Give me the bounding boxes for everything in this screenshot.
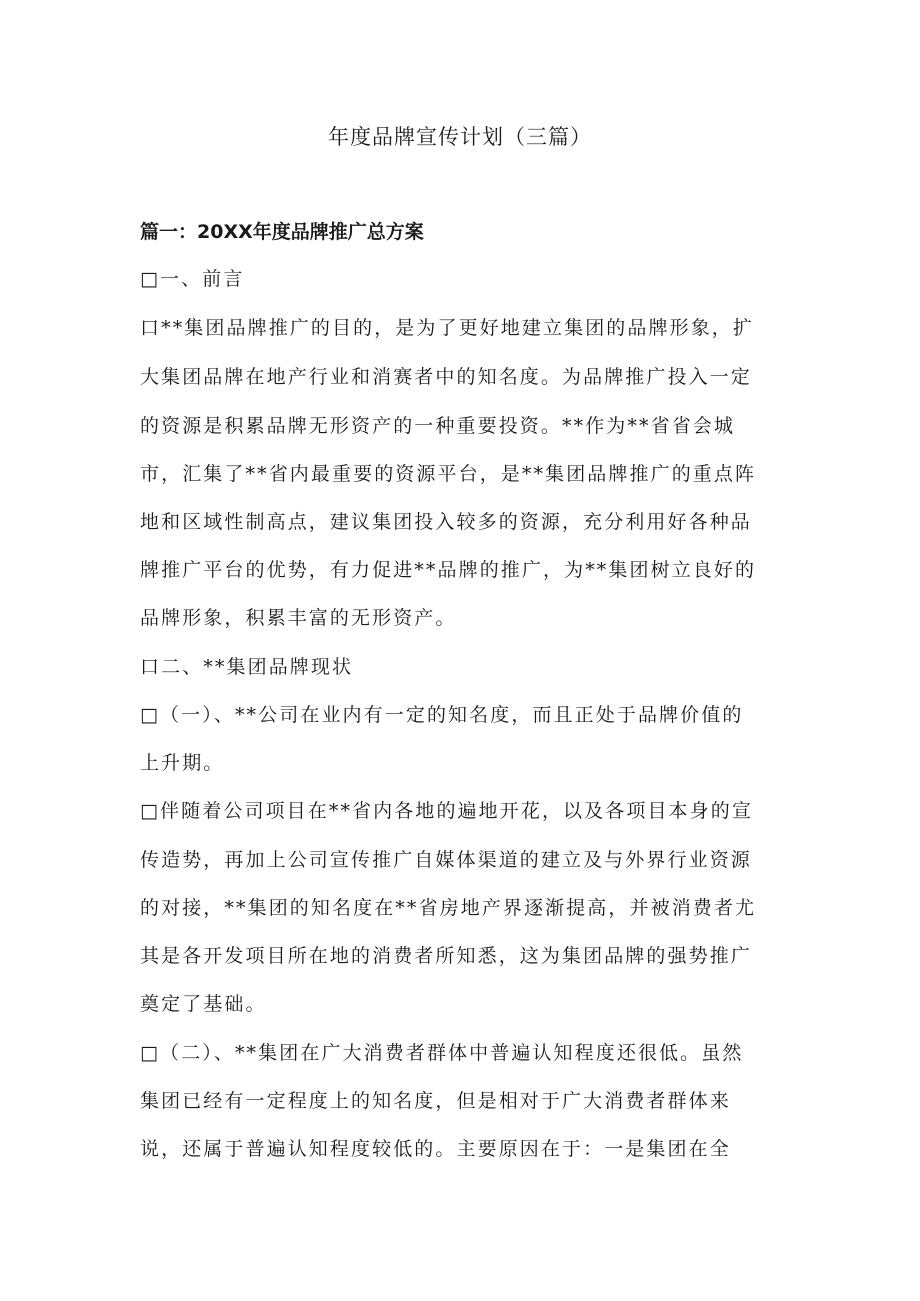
text-line: 品牌形象，积累丰富的无形资产。	[140, 607, 457, 629]
text-line: □（一）、**公司在业内有一定的知名度，而且正处于品牌价值的	[140, 704, 744, 726]
text-line: 口二、**集团品牌现状	[140, 656, 354, 678]
text-line: □（二）、**集团在广大消费者群体中普遍认知程度还很低。虽然	[140, 1042, 744, 1064]
text-line: 地和区域性制高点，建议集团投入较多的资源，充分利用好各种品	[140, 511, 752, 533]
text-line: 大集团品牌在地产行业和消赛者中的知名度。为品牌推广投入一定	[140, 366, 752, 388]
text-line: 市，汇集了**省内最重要的资源平台，是**集团品牌推广的重点阵	[140, 463, 757, 485]
text-line: 的资源是积累品牌无形资产的一种重要投资。**作为**省省会城	[140, 415, 736, 437]
text-line: 传造势，再加上公司宣传推广自媒体渠道的建立及与外界行业资源	[140, 849, 752, 871]
text-line: 牌推广平台的优势，有力促进**品牌的推广，为**集团树立良好的	[140, 559, 757, 581]
text-line: 上升期。	[140, 752, 225, 774]
text-line: 集团已经有一定程度上的知名度，但是相对于广大消费者群体来	[140, 1090, 731, 1112]
text-line: 奠定了基础。	[140, 993, 267, 1015]
section-heading: 篇一：20XX年度品牌推广总方案	[140, 221, 424, 243]
text-line: □伴随着公司项目在**省内各地的遍地开花，以及各项目本身的宣	[140, 800, 753, 822]
page-title: 年度品牌宣传计划（三篇）	[328, 125, 592, 149]
text-line: 的对接，**集团的知名度在**省房地产界逐渐提高，并被消费者尤	[140, 897, 757, 919]
text-line: 口**集团品牌推广的目的，是为了更好地建立集团的品牌形象，扩	[140, 317, 755, 339]
text-line: 说，还属于普遍认知程度较低的。主要原因在于：一是集团在全	[140, 1138, 731, 1160]
text-line: 其是各开发项目所在地的消费者所知悉，这为集团品牌的强势推广	[140, 945, 752, 967]
text-line: □一、前言	[140, 268, 245, 290]
